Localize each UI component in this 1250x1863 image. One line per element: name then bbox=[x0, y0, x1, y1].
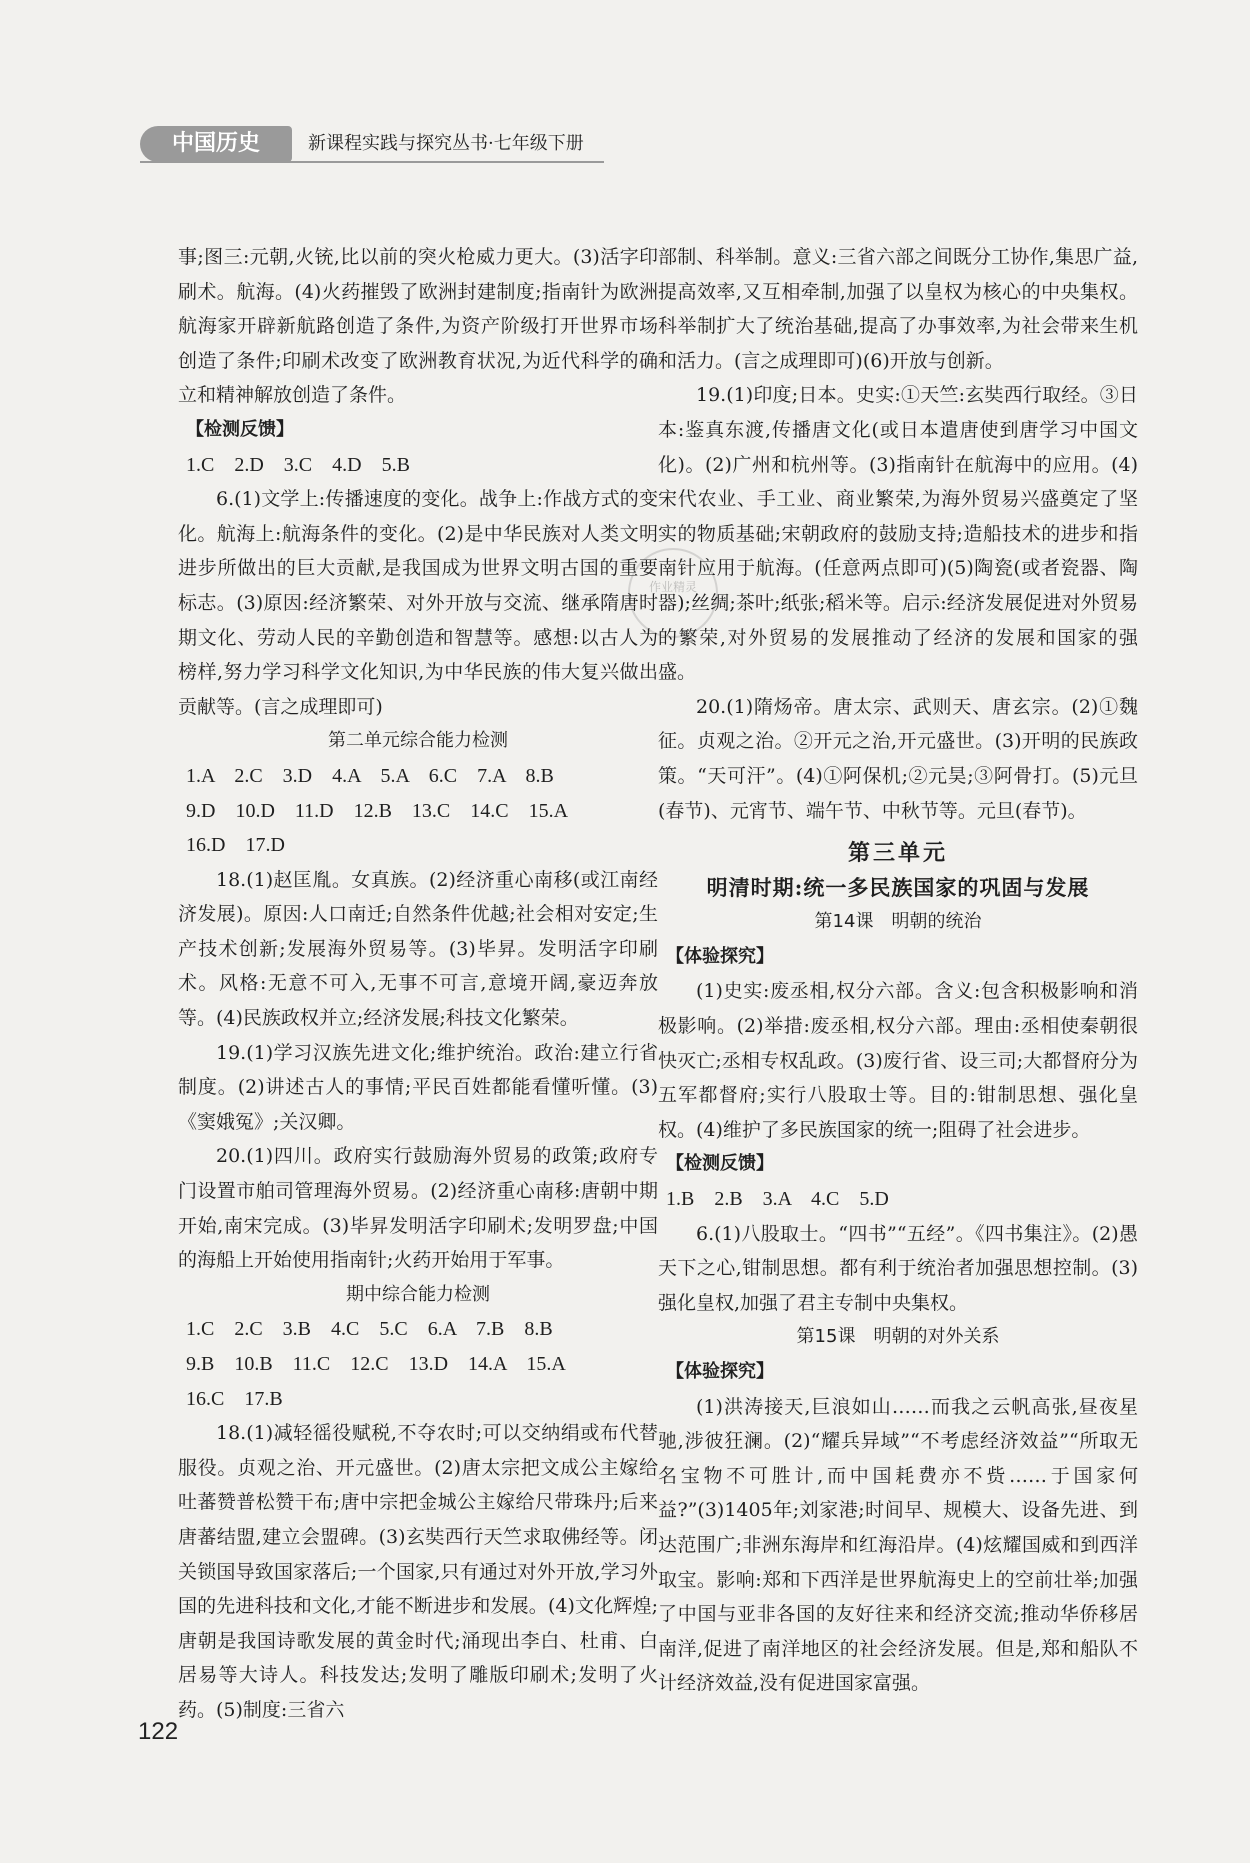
answer-row: 16.D 17.D bbox=[186, 834, 285, 857]
paragraph: 20.(1)四川。政府实行鼓励海外贸易的政策;政府专门设置市舶司管理海外贸易。(2)经济重心南移:唐朝中期开始,南宋完成。(3)毕昇发明活字印刷术;发明罗盘;中国的海船上开始使用指南针;火药开始用于军事。 bbox=[178, 1145, 658, 1272]
watermark-text: 作业精灵 bbox=[648, 580, 697, 594]
left-column bbox=[178, 240, 658, 1728]
answer-row: 9.D 10.D 11.D 12.B 13.C 14.C 15.A bbox=[186, 799, 569, 822]
paragraph: 20.(1)隋炀帝。唐太宗、武则天、唐玄宗。(2)①魏征。贞观之治。②开元之治,开元盛世。(3)开明的民族政策。“天可汗”。(4)①阿保机;②元昊;③阿骨打。(5)元旦(春节)、元宵节、端午节、中秋节等。元旦(春节)。 bbox=[658, 695, 1138, 822]
paragraph: 18.(1)赵匡胤。女真族。(2)经济重心南移(或江南经济发展)。原因:人口南迁;自然条件优越;社会相对安定;生产技术创新;发展海外贸易等。(3)毕昇。发明活字印刷术。风格:无意不可入,无事不可言,意境开阔,豪迈奔放等。(4)民族政权并立;经济发展;科技文化繁荣。 bbox=[178, 868, 658, 1030]
subject-badge: 中国历史 bbox=[140, 126, 292, 162]
section-heading: 【体验探究】 bbox=[666, 945, 774, 967]
section-heading: 【检测反馈】 bbox=[666, 1153, 774, 1175]
answer-row: 1.C 2.D 3.C 4.D 5.B bbox=[186, 453, 410, 476]
paragraph: 事;图三:元朝,火铳,比以前的突火枪威力更大。(3)活字印刷术。航海。(4)火药摧毁了欧洲封建制度;指南针为欧洲航海家开辟新航路创造了条件,为资产阶级打开世界市场创造了条件;印刷术改变了欧洲教育状况,为近代科学的确立和精神解放创造了条件。 bbox=[178, 246, 658, 407]
right-column bbox=[658, 240, 1138, 1701]
paragraph: 6.(1)八股取士。“四书”“五经”。《四书集注》。(2)愚天下之心,钳制思想。都有利于统治者加强思想控制。(3)强化皇权,加强了君主专制中央集权。 bbox=[658, 1222, 1138, 1314]
answer-row: 9.B 10.B 11.C 12.C 13.D 14.A 15.A bbox=[186, 1353, 566, 1375]
paragraph: 18.(1)减轻徭役赋税,不夺农时;可以交纳绢或布代替服役。贞观之治、开元盛世。(2)唐太宗把文成公主嫁给吐蕃赞普松赞干布;唐中宗把金城公主嫁给尺带珠丹;后来唐蕃结盟,建立会盟碑。(3)玄奘西行天竺求取佛经等。闭关锁国导致国家落后;一个国家,只有通过对外开放,学习外国的先进科技和文化,才能不断进步和发展。(4)文化辉煌;唐朝是我国诗歌发展的黄金时代;涌现出李白、杜甫、白居易等大诗人。科技发达;发明了雕版印刷术;发明了火药。(5)制度:三省六 bbox=[178, 1422, 658, 1721]
paragraph: 19.(1)学习汉族先进文化;维护统治。政治:建立行省制度。(2)讲述古人的事情;平民百姓都能看懂听懂。(3)《窦娥冤》;关汉卿。 bbox=[178, 1041, 658, 1133]
answer-row: 1.C 2.C 3.B 4.C 5.C 6.A 7.B 8.B bbox=[186, 1318, 553, 1341]
page-number: 122 bbox=[138, 1718, 179, 1745]
answer-row: 1.A 2.C 3.D 4.A 5.A 6.C 7.A 8.B bbox=[186, 764, 554, 787]
running-header bbox=[140, 126, 610, 164]
lesson-title: 第14课 明朝的统治 bbox=[814, 911, 982, 933]
paragraph: 6.(1)文学上:传播速度的变化。战争上:作战方式的变化。航海上:航海条件的变化。(2)是中华民族对人类文明进步所做出的巨大贡献,是我国成为世界文明古国的重要标志。(3)原因:经济繁荣、对外开放与交流、继承隋唐时期文化、劳动人民的辛勤创造和智慧等。感想:以古人为榜样,努力学习科学文化知识,为中华民族的伟大复兴做出贡献等。(言之成理即可) bbox=[178, 488, 658, 718]
unit-subtitle: 明清时期:统一多民族国家的巩固与发展 bbox=[706, 874, 1090, 900]
section-heading: 【检测反馈】 bbox=[186, 418, 294, 440]
section-heading: 第二单元综合能力检测 bbox=[328, 730, 508, 752]
answer-row: 16.C 17.B bbox=[186, 1387, 283, 1410]
paragraph: (1)史实:废丞相,权分六部。含义:包含积极影响和消极影响。(2)举措:废丞相,权分六部。理由:丞相使秦朝很快灭亡;丞相专权乱政。(3)废行省、设三司;大都督府分为五军都督府;实行八股取士等。目的:钳制思想、强化皇权。(4)维护了多民族国家的统一;阻碍了社会进步。 bbox=[658, 980, 1138, 1141]
section-heading: 期中综合能力检测 bbox=[346, 1283, 490, 1305]
paragraph: 19.(1)印度;日本。史实:①天竺:玄奘西行取经。③日本:鉴真东渡,传播唐文化(或日本遣唐使到唐学习中国文化)。(2)广州和杭州等。(3)指南针在航海中的应用。(4)宋代农业、手工业、商业繁荣,为海外贸易兴盛奠定了坚实的物质基础;宋朝政府的鼓励支持;造船技术的进步和指南针应用于航海。(任意两点即可)(5)陶瓷(或者瓷器、陶器);丝绸;茶叶;纸张;稻米等。启示:经济发展促进对外贸易的繁荣,对外贸易的发展推动了经济的发展和国家的强盛。 bbox=[658, 384, 1138, 684]
section-heading: 【体验探究】 bbox=[666, 1361, 774, 1382]
header-rule bbox=[140, 161, 604, 163]
series-title: 新课程实践与探究丛书·七年级下册 bbox=[308, 133, 584, 154]
answer-row: 1.B 2.B 3.A 4.C 5.D bbox=[666, 1188, 889, 1211]
lesson-title: 第15课 明朝的对外关系 bbox=[796, 1326, 1000, 1348]
unit-title: 第三单元 bbox=[847, 840, 948, 867]
paragraph: (1)洪涛接天,巨浪如山……而我之云帆高张,昼夜星驰,涉彼狂澜。(2)“耀兵异域”“不考虑经济效益”“所取无名宝物不可胜计,而中国耗费亦不赀……于国家何益?”(3)1405年;刘家港;时间早、规模大、设备先进、到达范围广;非洲东海岸和红海沿岸。(4)炫耀国威和到西洋取宝。影响:郑和下西洋是世界航海史上的空前壮举;加强了中国与亚非各国的友好往来和经济交流;推动华侨移居南洋,促进了南洋地区的社会经济发展。但是,郑和船队不计经济效益,没有促进国家富强。 bbox=[658, 1395, 1138, 1695]
paragraph: 部制、科举制。意义:三省六部之间既分工协作,集思广益,提高效率,又互相牵制,加强了以皇权为核心的中央集权。科举制扩大了统治基础,提高了办事效率,为社会带来生机和活力。(言之成理即可)(6)开放与创新。 bbox=[658, 246, 1138, 372]
